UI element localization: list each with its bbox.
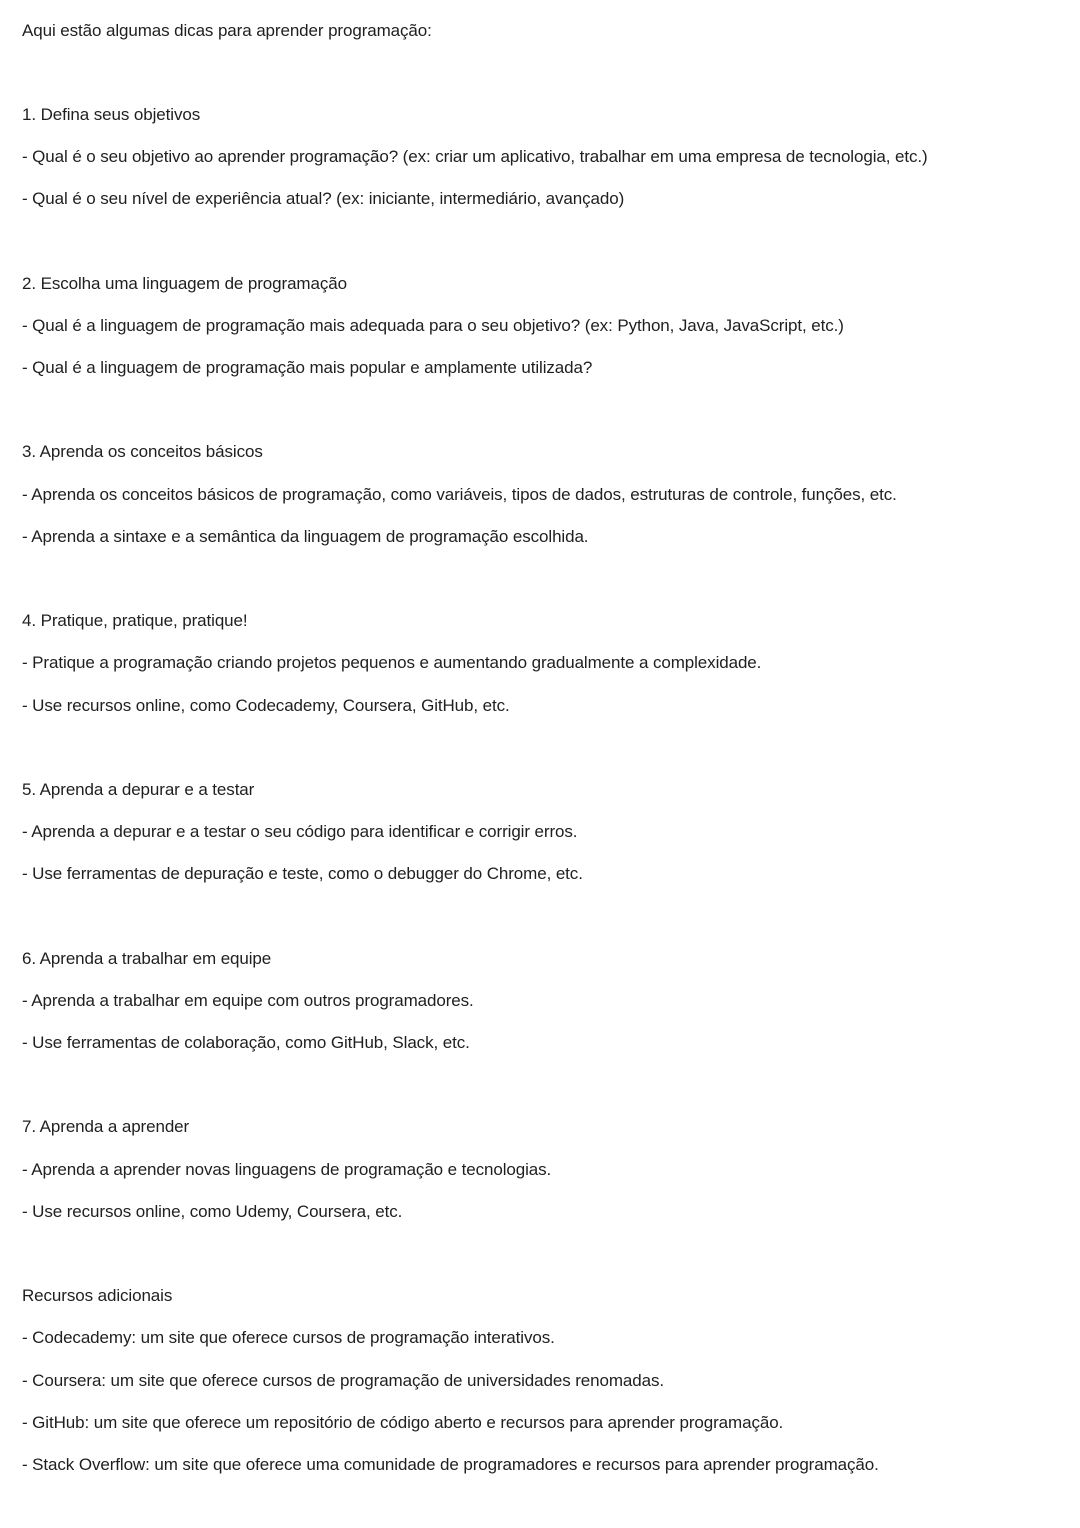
list-item: - Use recursos online, como Udemy, Coursera, etc. <box>22 1202 403 1221</box>
section-heading: 4. Pratique, pratique, pratique! <box>22 611 248 630</box>
list-item: - Codecademy: um site que oferece cursos de programação interativos. <box>22 1328 555 1347</box>
section-heading: 6. Aprenda a trabalhar em equipe <box>22 949 272 968</box>
list-item: - GitHub: um site que oferece um repositório de código aberto e recursos para aprender programação. <box>22 1413 784 1432</box>
list-item: - Use ferramentas de depuração e teste, como o debugger do Chrome, etc. <box>22 864 583 883</box>
section-heading: 7. Aprenda a aprender <box>22 1117 190 1136</box>
list-item: - Aprenda a trabalhar em equipe com outros programadores. <box>22 991 474 1010</box>
list-item: - Aprenda os conceitos básicos de programação, como variáveis, tipos de dados, estruturas de controle, funções, etc. <box>22 485 897 504</box>
list-item: - Qual é o seu objetivo ao aprender programação? (ex: criar um aplicativo, trabalhar em uma empresa de tecnologia, etc.) <box>22 147 928 166</box>
list-item: - Pratique a programação criando projetos pequenos e aumentando gradualmente a complexidade. <box>22 653 762 672</box>
list-item: - Coursera: um site que oferece cursos de programação de universidades renomadas. <box>22 1371 665 1390</box>
section-heading: Recursos adicionais <box>22 1286 173 1305</box>
list-item: - Stack Overflow: um site que oferece uma comunidade de programadores e recursos para aprender programação. <box>22 1455 879 1474</box>
list-item: - Qual é o seu nível de experiência atual? (ex: iniciante, intermediário, avançado) <box>22 189 625 208</box>
list-item: - Aprenda a aprender novas linguagens de programação e tecnologias. <box>22 1160 552 1179</box>
section-heading: 5. Aprenda a depurar e a testar <box>22 780 255 799</box>
list-item: - Qual é a linguagem de programação mais adequada para o seu objetivo? (ex: Python, Java, JavaScript, etc.) <box>22 316 844 335</box>
section-heading: 2. Escolha uma linguagem de programação <box>22 274 347 293</box>
intro-text: Aqui estão algumas dicas para aprender programação: <box>22 21 432 40</box>
list-item: - Qual é a linguagem de programação mais popular e amplamente utilizada? <box>22 358 593 377</box>
list-item: - Aprenda a sintaxe e a semântica da linguagem de programação escolhida. <box>22 527 589 546</box>
list-item: - Aprenda a depurar e a testar o seu código para identificar e corrigir erros. <box>22 822 578 841</box>
list-item: - Use recursos online, como Codecademy, Coursera, GitHub, etc. <box>22 696 510 715</box>
section-heading: 3. Aprenda os conceitos básicos <box>22 442 263 461</box>
list-item: - Use ferramentas de colaboração, como GitHub, Slack, etc. <box>22 1033 470 1052</box>
section-heading: 1. Defina seus objetivos <box>22 105 201 124</box>
